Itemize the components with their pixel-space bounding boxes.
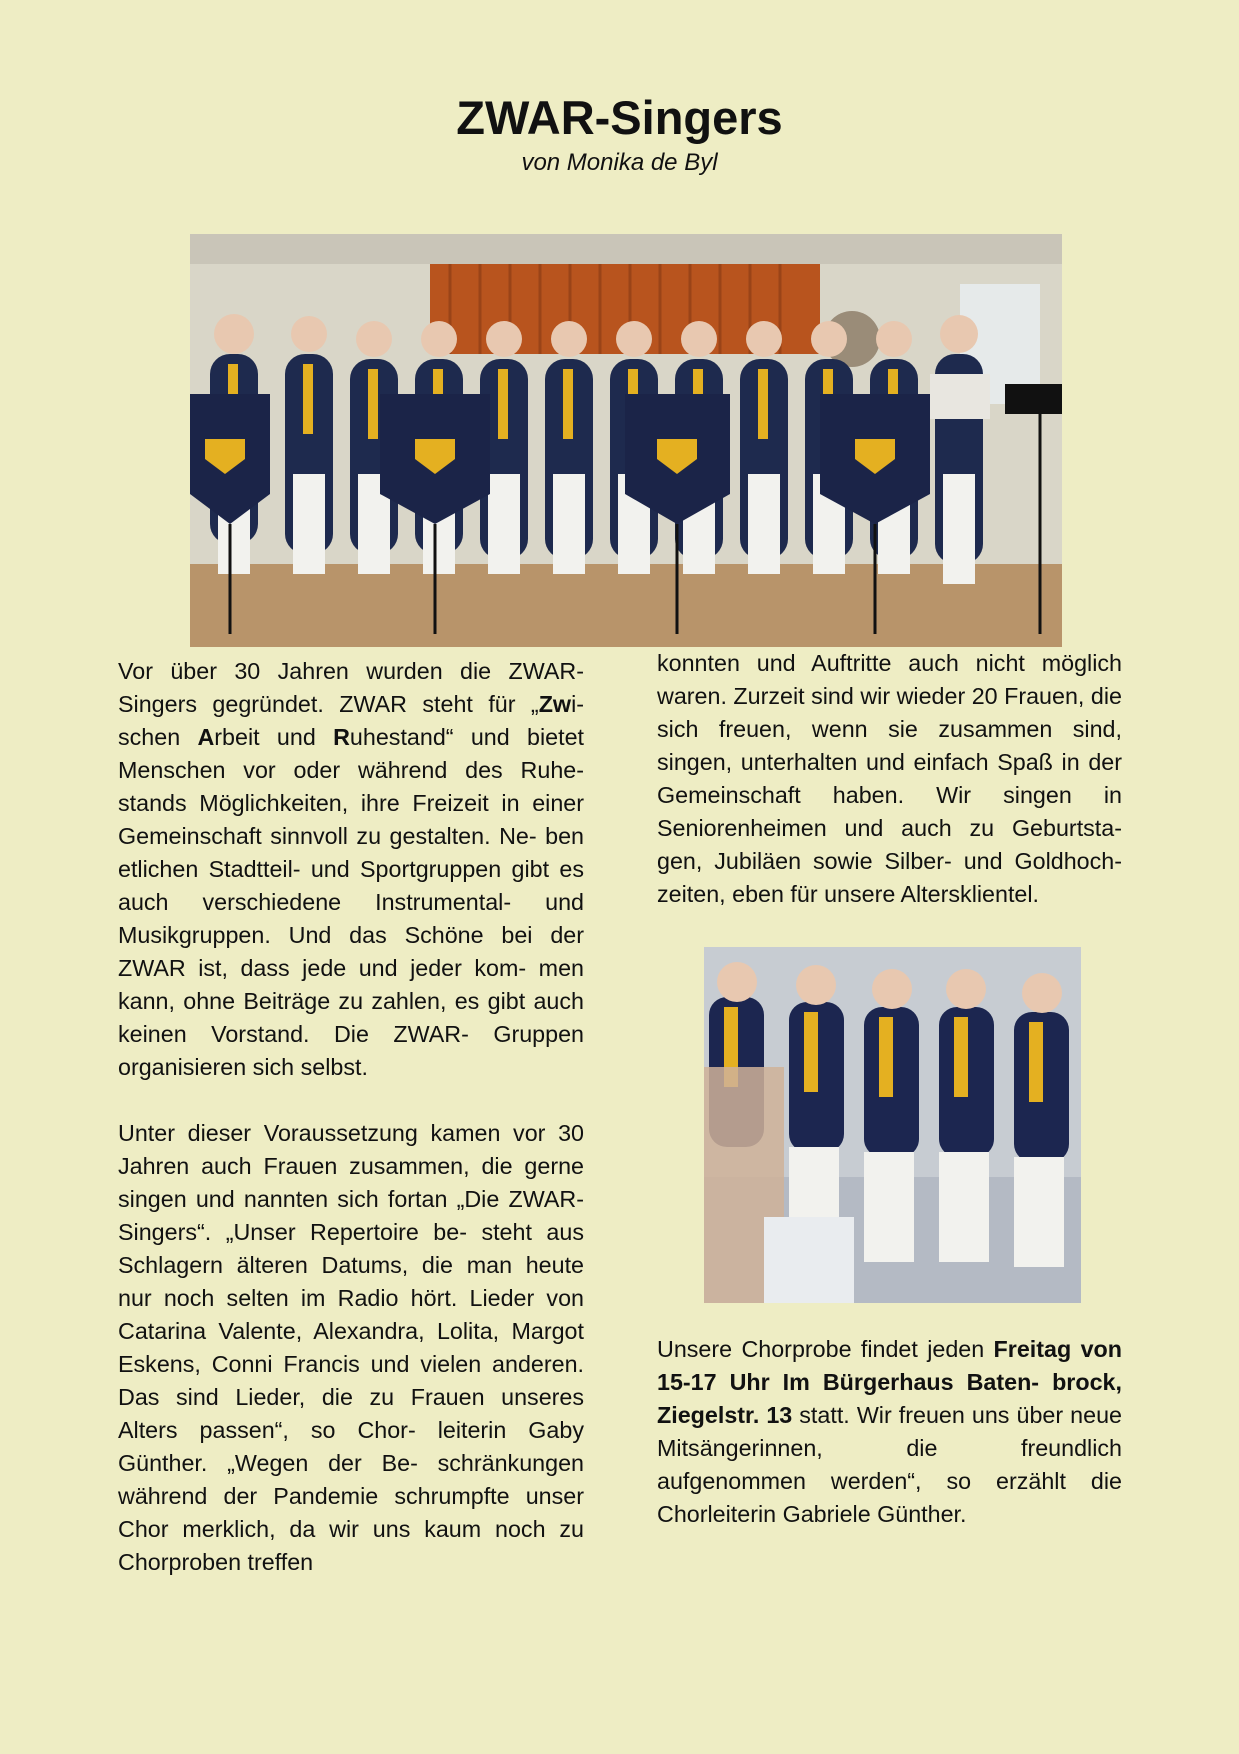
article-column-right (657, 647, 1122, 911)
article-column-right-bottom (657, 1333, 1122, 1531)
paragraph-history: Unter dieser Voraussetzung kamen vor 30 Jahren auch Frauen zusammen, die gerne singen und nannten sich fortan „Die ZWAR-Singers“. „Unser Repertoire be- steht aus Schlagern älteren Datums, die man heute nur noch selten im Radio hört. Lieder von Catarina Valente, Alexandra, Lolita, Margot Eskens, Conni Francis und vielen anderen. Das sind Lieder, die zu Frauen unseres Alters passen“, so Chor- leiterin Gaby Günther. „Wegen der Be- schränkungen während der Pandemie schrumpfte unser Chor merklich, da wir uns kaum noch zu Chorproben treffen (118, 1120, 585, 1575)
paragraph-rehearsal-info: Unsere Chorprobe findet jeden Freitag von 15-17 Uhr Im Bürgerhaus Baten- brock, Ziegelstr. 13 statt. Wir freuen uns über neue Mitsängerinnen, die freundlich aufgenommen werden“, so erzählt die Chorleiterin Gabriele Günther. (657, 1336, 1122, 1527)
singing-photo (704, 947, 1081, 1303)
group-photo (190, 234, 1062, 647)
article-column-left (118, 655, 584, 1579)
page-title: ZWAR-Singers (456, 91, 783, 144)
paragraph-continuation: konnten und Auftritte auch nicht möglich waren. Zurzeit sind wir wieder 20 Frauen, die sich freuen, wenn sie zusammen sind, singen, unterhalten und einfach Spaß in der Gemeinschaft haben. Wir singen in Seniorenheimen und auch zu Geburtsta- gen, Jubiläen sowie Silber- und Goldhoch- zeiten, eben für unsere Altersklientel. (657, 650, 1122, 907)
author-byline: von Monika de Byl (521, 149, 718, 176)
paragraph-intro: Vor über 30 Jahren wurden die ZWAR- Singers gegründet. ZWAR steht für „Zwi- schen Arbeit und Ruhestand“ und bietet Menschen vor oder während des Ruhe- stands Möglichkeiten, ihre Freizeit in einer Gemeinschaft sinnvoll zu gestalten. Ne- ben etlichen Stadtteil- und Sportgruppen gibt es auch verschiedene Instrumental- und Musikgruppen. Und das Schöne bei der ZWAR ist, dass jede und jeder kom- men kann, ohne Beiträge zu zahlen, es gibt auch keinen Vorstand. Die ZWAR- Gruppen organisieren sich selbst. (118, 658, 584, 1080)
